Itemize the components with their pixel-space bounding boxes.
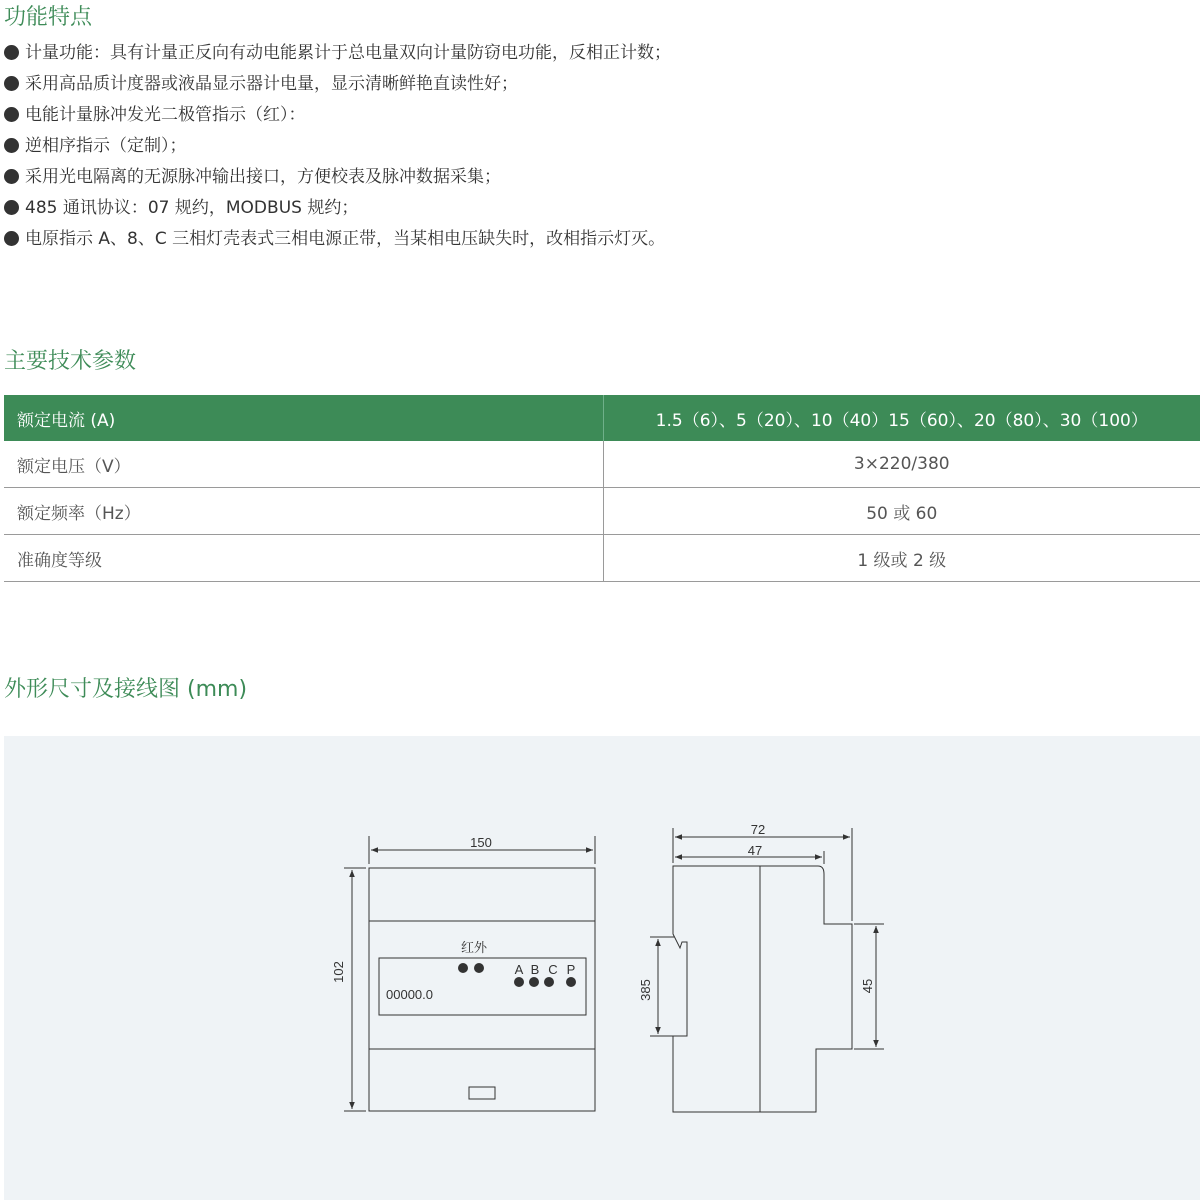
phase-label: P	[566, 962, 576, 977]
bullet-icon	[4, 45, 19, 60]
side-body-outline	[673, 866, 852, 1112]
phase-label: C	[548, 962, 558, 977]
terminal-slot	[469, 1087, 495, 1099]
spec-value: 3×220/380	[603, 441, 1200, 488]
display-value: 00000.0	[386, 987, 433, 1002]
front-height-label: 102	[331, 961, 346, 983]
side-depth-label: 72	[750, 822, 766, 837]
ir-led-icon	[458, 963, 468, 973]
table-row	[4, 488, 1200, 535]
feature-item: 485 通讯协议：07 规约，MODBUS 规约；	[4, 193, 671, 224]
spec-value: 50 或 60	[603, 488, 1200, 535]
spec-value: 1.5（6）、5（20）、10（40）15（60）、20（80）、30（100）	[603, 395, 1200, 441]
feature-item: 计量功能：具有计量正反向有动电能累计于总电量双向计量防窃电功能，反相正计数；	[4, 38, 671, 69]
dimension-drawing-panel	[4, 736, 1200, 1200]
bullet-icon	[4, 76, 19, 91]
features-list	[4, 38, 671, 255]
table-header-row	[4, 395, 1200, 441]
side-height-label: 45	[860, 978, 875, 994]
spec-key: 额定电压（V）	[4, 441, 603, 488]
spec-key: 额定频率（Hz）	[4, 488, 603, 535]
phase-c-led-icon	[544, 977, 554, 987]
spec-key: 额定电流 (A)	[4, 395, 603, 441]
phase-label: B	[530, 962, 540, 977]
ir-label: 红外	[460, 940, 488, 955]
bullet-icon	[4, 169, 19, 184]
phase-label: A	[514, 962, 524, 977]
table-row	[4, 535, 1200, 582]
bullet-icon	[4, 107, 19, 122]
feature-item: 采用光电隔离的无源脉冲输出接口，方便校表及脉冲数据采集；	[4, 162, 671, 193]
ir-led-icon	[474, 963, 484, 973]
features-title: 功能特点	[4, 5, 93, 30]
side-inner-depth-label: 47	[747, 843, 763, 858]
dimension-title: 外形尺寸及接线图 (mm)	[4, 677, 248, 702]
bullet-icon	[4, 200, 19, 215]
spec-key: 准确度等级	[4, 535, 603, 582]
phase-a-led-icon	[514, 977, 524, 987]
side-view	[650, 828, 884, 1112]
bullet-icon	[4, 231, 19, 246]
spec-title: 主要技术参数	[4, 349, 137, 374]
feature-item: 电能计量脉冲发光二极管指示（红）：	[4, 100, 671, 131]
feature-item: 采用高品质计度器或液晶显示器计电量，显示清晰鲜艳直读性好；	[4, 69, 671, 100]
side-rail-label: 385	[638, 979, 653, 1001]
feature-item: 电原指示 A、8、C 三相灯壳表式三相电源正带，当某相电压缺失时，改相指示灯灭。	[4, 224, 671, 255]
dimension-drawing	[4, 736, 1200, 1200]
front-width-label: 150	[470, 835, 492, 850]
bullet-icon	[4, 138, 19, 153]
pulse-led-icon	[566, 977, 576, 987]
table-row	[4, 441, 1200, 488]
spec-value: 1 级或 2 级	[603, 535, 1200, 582]
spec-table	[4, 395, 1200, 582]
feature-item: 逆相序指示（定制）；	[4, 131, 671, 162]
phase-b-led-icon	[529, 977, 539, 987]
